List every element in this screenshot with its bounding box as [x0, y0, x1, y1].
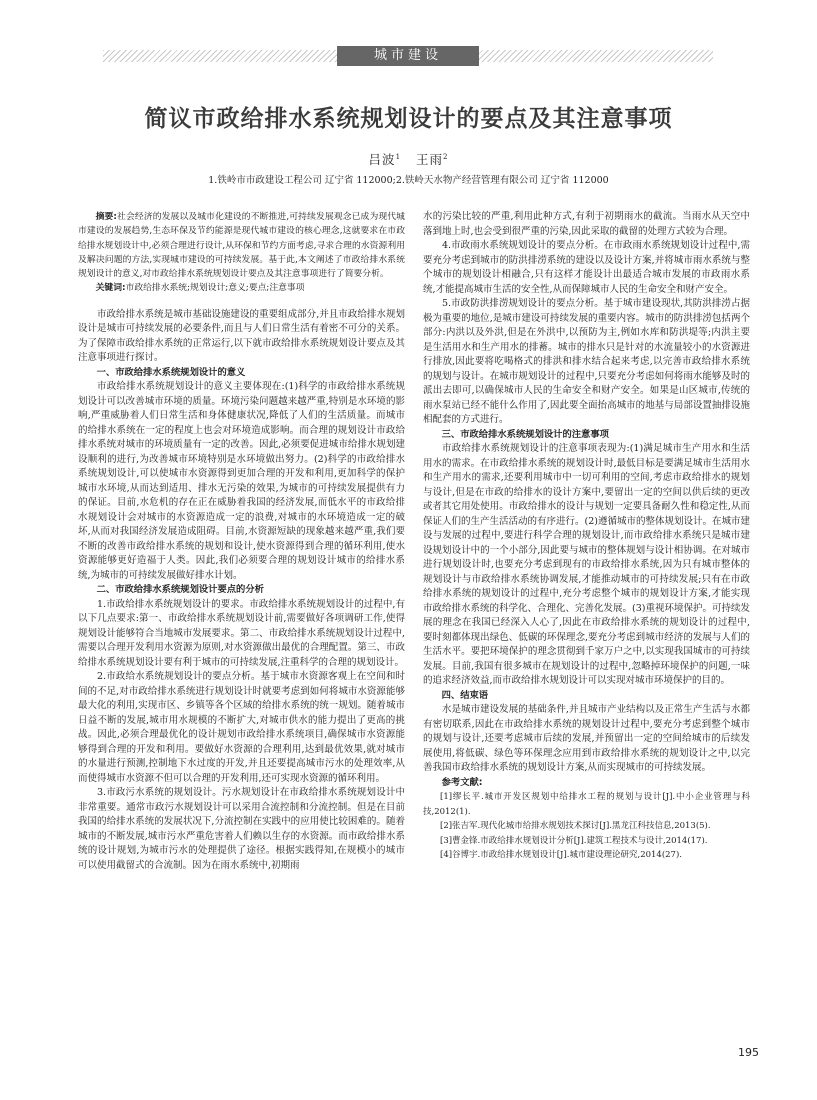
author-name: 吕波 — [368, 152, 396, 167]
intro-paragraph: 市政给排水系统是城市基础设施建设的重要组成部分,并且市政给排水规划设计是城市可持续发展的必要条件,而且与人们日常生活有着密不可分的关系。为了保障市政给排水系统的正常运行,以下就市政给排水系统规划设计要点及其注意事项进行探讨。 — [78, 308, 405, 364]
paragraph: 4.市政雨水系统规划设计的要点分析。在市政雨水系统规划设计过程中,需要充分考虑到城市的防洪排涝系统的建设以及设计方案,并将城市雨水系统与整个城市的规划设计相融合,只有这样才能设计出最适合城市发展的市政雨水系统,才能提高城市生活的安全性,从而保障城市人民的生命安全和财产安全。 — [423, 240, 750, 295]
page-number: 195 — [738, 1046, 759, 1059]
abstract-text: 社会经济的发展以及城市化建设的不断推进,可持续发展观念已成为现代城市建设的发展趋势,生态环保及节约能源是现代城市建设的核心理念,这就要求在市政给排水规划设计中,必须合理进行设计,从环保和节约方面考虑,寻求合理的水资源利用及解决问题的方法,实现城市建设的可持续发展。基于此,本文阐述了市政给排水系统规划设计的意义,对市政给排水系统规划设计要点及其注意事项进行了简要分析。 — [78, 212, 405, 280]
author-sup: 1 — [395, 152, 402, 161]
keywords — [78, 281, 405, 295]
keywords-text: 市政给排水系统;规划设计;意义;要点;注意事项 — [125, 283, 305, 294]
paragraph: 5.市政防洪排涝规划设计的要点分析。基于城市建设现状,其防洪排涝占据极为重要的地位,是城市建设可持续发展的重要内容。城市的防洪排涝包括两个部分:内洪以及外洪,但是在外洪中,以预防为主,例如水库和防洪堤等;内洪主要是生活用水和生产用水的排蓄。城市的排水只是针对的水流量较小的水资源进行排放,因此要将吃喝格式的排洪和排水结合起来考虑,以完善市政给排水系统的规划与设计。在城市规划设计的过程中,只要充分考虑如何将雨水能够及时的派出去即可,以确保城市人民的生命安全和财产安全。如果是山区城市,传统的雨水泵站已经不能什么作用了,因此要全面抬高城市的地基与局部设置抽排设施相配套的方式进行。 — [423, 298, 750, 425]
abstract-label: 摘要: — [95, 212, 117, 222]
reference-item: [3]曹金锋.市政给排水规划设计分析[J].建筑工程技术与设计,2014(17). — [440, 835, 708, 846]
affiliation: 1.铁岭市市政建设工程公司 辽宁省 112000;2.铁岭天水物产经营管理有限公司 辽宁省 112000 — [208, 175, 609, 186]
paragraph: 水是城市建设发展的基础条件,并且城市产业结构以及正常生产生活与水都有密切联系,因此在市政给排水系统的规划设计过程中,要充分考虑到整个城市的规划与设计,还要考虑城市后续的发展,并预留出一定的空间给城市的后续发展使用,将低碳、绿色等环保理念应用到市政给排水系统的规划设计之中,以完善我国市政给排水系统的规划设计方案,从而实现城市的可持续发展。 — [423, 704, 750, 773]
section-heading-4: 四、结束语 — [441, 689, 489, 701]
author-line — [0, 150, 817, 168]
section-label: 城市建设 — [337, 46, 479, 66]
section-heading-2: 二、市政给排水系统规划设计要点的分析 — [96, 584, 264, 596]
section-banner — [103, 42, 713, 76]
paragraph: 1.市政给排水系统规划设计的要求。市政给排水系统规划设计的过程中,有以下几点要求:第一、市政给排水系统规划设计前,需要做好各项调研工作,使得规划设计能够符合当地城市发展要求。第二、市政给排水系统规划设计过程中,需要以合理开发利用水资源为原则,对水资源做出最优的合理配置。第三、市政给排水系统规划设计要有利于城市的可持续发展,注重科学的合理的规划设计。 — [78, 598, 405, 668]
right-column — [423, 210, 750, 863]
left-column — [78, 210, 405, 873]
paragraph: 市政给排水系统规划设计的注意事项表现为:(1)满足城市生产用水和生活用水的需求。在市政给排水系统的规划设计时,最低目标是要满足城市生活用水和生产用水的需求,还要利用城市中一切可利用的空间,考虑市政给排水的规划与设计,但是在市政的给排水的设计方案中,要留出一定的空间以供后续的更改或者其它用处使用。市政给排水的设计与规划一定要具备耐久性和稳定性,从而保证人们的生产生活活动的有序进行。(2)遵循城市的整体规划设计。在城市建设与发展的过程中,要进行科学合理的规划设计,而市政给排水系统只是城市建设规划设计中的一个小部分,因此要与城市的整体规划与设计相协调。在对城市进行规划设计时,也要充分考虑到现有的市政给排水系统,因为只有城市整体的规划设计与市政给排水系统协调发展,才能推动城市的可持续发展;只有在市政给排水系统的规划设计的过程中,充分考虑整个城市的规划设计方案,才能实现市政给排水系统的科学化、合理化、完善化发展。(3)重视环境保护。可持续发展的理念在我国已经深入人心了,因此在市政给排水系统的规划设计的过程中,要时刻都体现出绿色、低碳的环保理念,要充分考虑到城市经济的发展与人们的生活水平。要把环境保护的理念贯彻到千家万户之中,以实现我国城市的可持续发展。目前,我国有很多城市在规划设计的过程中,忽略掉环境保护的问题,一味的追求经济效益,而市政给排水规划设计可以实现对城市环境保护的目的。 — [423, 443, 750, 686]
author-name: 王雨 — [415, 152, 443, 167]
abstract — [78, 210, 405, 281]
paragraph: 市政给排水系统规划设计的意义主要体现在:(1)科学的市政给排水系统规划设计可以改善城市环境的质量。环境污染问题越来越严重,特别是水环境的影响,严重威胁着人们日常生活和身体健康状况,降低了人们的生活质量。而城市的给排水系统在一定的程度上也会对环境造成影响。而合理的规划设计市政给排水系统对城市的环境质量有一定的改善。因此,必须要促进城市给排水规划建设顺利的进行,为改善城市环境特别是水环境做出努力。(2)科学的市政给排水系统规划设计,可以使城市水资源得到更加合理的开发和利用,更加科学的保护城市水环境,从而达到适用、排水无污染的效果,为城市的可持续发展提供有力的保证。目前,水危机的存在正在威胁着我国的经济发展,而低水平的市政给排水规划设计会对城市的水资源造成一定的浪费,对城市的水环境造成一定的破坏,从而对我国经济发展造成阻碍。目前,水资源短缺的现象越来越严重,我们要不断的改善市政给排水系统的规划和设计,使水资源得到合理的循环利用,使水资源能够更好造福于人类。因此,我们必须要合理的规划设计城市的给排水系统,为城市的可持续发展做好排水计划。 — [78, 381, 405, 581]
section-heading-1: 一、市政给排水系统规划设计的意义 — [96, 366, 246, 378]
paragraph: 水的污染比较的严重,利用此种方式,有利于初期雨水的截流。当雨水从天空中落到地上时,也会受到很严重的污染,因此采取的截留的处理方式较为合理。 — [423, 211, 750, 237]
section-heading-3: 三、市政给排水系统规划设计的注意事项 — [441, 428, 609, 440]
paragraph: 3.市政污水系统的规划设计。污水规划设计在市政给排水系统规划设计中非常重要。通常市政污水规划设计可以采用合流控制和分流控制。但是在目前我国的给排水系统的发展状况下,分流控制在实践中的应用使比较困难的。随着城市的不断发展,城市污水严重危害着人们赖以生存的水资源。而市政给排水系统的设计规划,为城市污水的处理提供了途径。根据实践得知,在规模小的城市可以使用截留式的合流制。因为在雨水系统中,初期雨 — [78, 787, 405, 871]
article-title: 简议市政给排水系统规划设计的要点及其注意事项 — [144, 106, 673, 132]
author-sup: 2 — [442, 152, 449, 161]
reference-item: [4]谷博宇.市政给排水规划设计[J].城市建设理论研究,2014(27). — [440, 850, 682, 860]
reference-item: [1]缪长平.城市开发区规划中给排水工程的规划与设计[J].中小企业管理与科技,2012(1). — [423, 792, 750, 817]
paragraph: 2.市政给水系统规划设计的要点分析。基于城市水资源客观上在空间和时间的不足,对市政给排水系统进行规划设计时就要考虑到如何将城市水资源能够最大化的利用,实现市区、乡镇等各个区域的给排水系统的统一规划。随着城市日益不断的发展,城市用水规模的不断扩大,对城市供水的能力提出了更高的挑战。因此,必须合理最优化的设计规划市政给排水系统项目,确保城市水资源能够得到合理的开发和利用。要做好水资源的合理利用,达到最优效果,就对城市的水量进行预测,控制地下水过度的开发,并且还要提高城市污水的处理效率,从而使得城市水资源不但可以合理的开发利用,还可实现水资源的循环利用。 — [78, 671, 405, 784]
keywords-label: 关键词: — [95, 283, 126, 294]
reference-item: [2]张吉军.现代化城市给排水规划技术探讨[J].黑龙江科技信息,2013(5). — [440, 821, 711, 831]
references-title: 参考文献: — [441, 776, 483, 788]
